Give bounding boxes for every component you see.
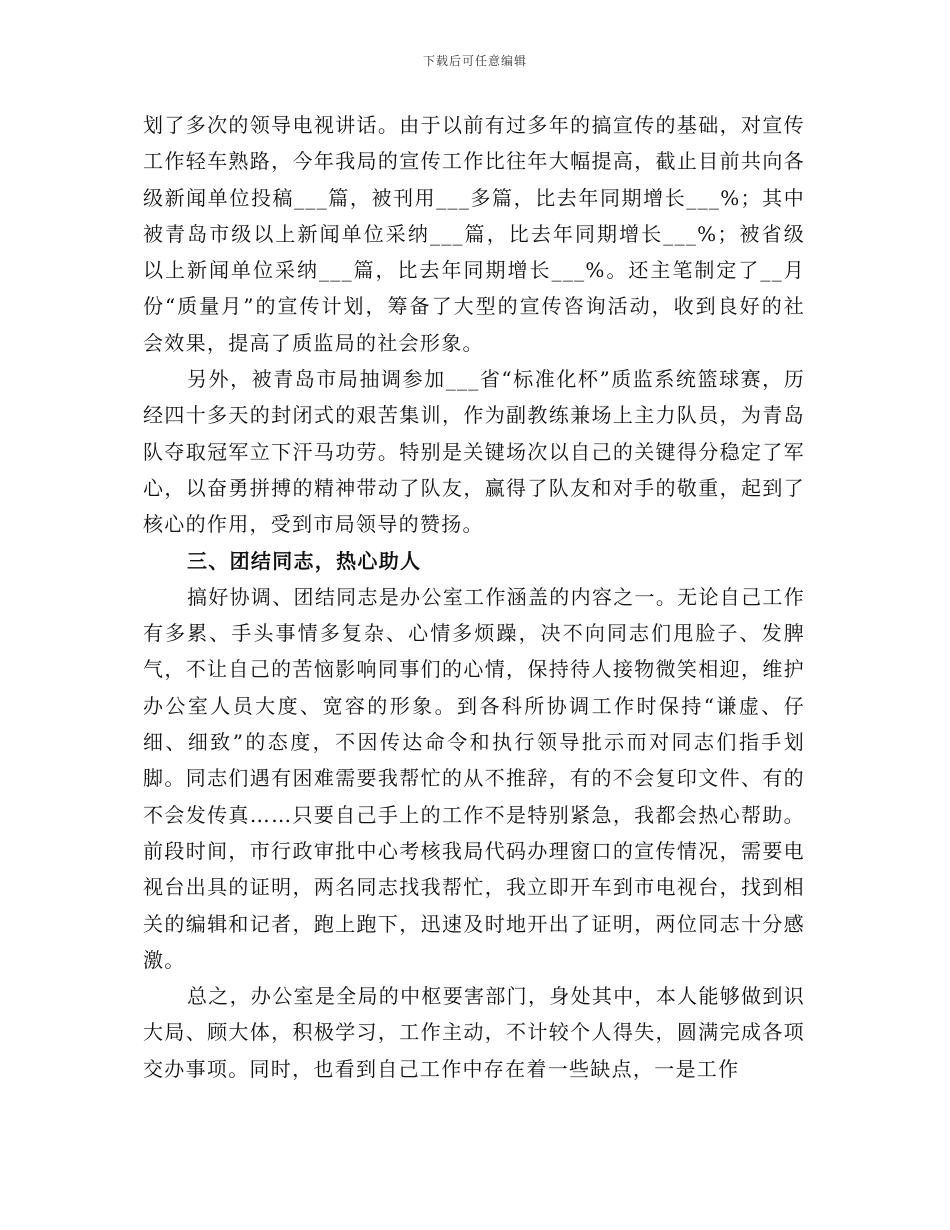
- document-body: [143, 107, 805, 1087]
- page-header-note: 下载后可任意编辑: [422, 54, 527, 68]
- paragraph-coordination: 搞好协调、团结同志是办公室工作涵盖的内容之一。无论自己工作有多累、手头事情多复杂、心情多烦躁，决不向同志们甩脸子、发脾气，不让自己的苦恼影响同事们的心情，保持待人接物微笑相迎，维护办公室人员大度、宽容的形象。到各科所协调工作时保持“谦虚、仔细、细致”的态度，不因传达命令和执行领导批示而对同志们指手划脚。同志们遇有困难需要我帮忙的从不推辞，有的不会复印文件、有的不会发传真……只要自己手上的工作不是特别紧急，我都会热心帮助。前段时间，市行政审批中心考核我局代码办理窗口的宣传情况，需要电视台出具的证明，两名同志找我帮忙，我立即开车到市电视台，找到相关的编辑和记者，跑上跑下，迅速及时地开出了证明，两位同志十分感激。: [143, 584, 805, 972]
- paragraph-summary: 总之，办公室是全局的中枢要害部门，身处其中，本人能够做到识大局、顾大体，积极学习，工作主动，不计较个人得失，圆满完成各项交办事项。同时，也看到自己工作中存在着一些缺点，一是工作: [143, 984, 805, 1081]
- section-heading-unity: 三、团结同志，热心助人: [187, 548, 422, 573]
- paragraph-publicity-work: 划了多次的领导电视讲话。由于以前有过多年的搞宣传的基础，对宣传工作轻车熟路，今年我局的宣传工作比往年大幅提高，截止目前共向各级新闻单位投稿___篇，被刊用___多篇，比去年同期增长___%；其中被青岛市级以上新闻单位采纳___篇，比去年同期增长___%；被省级以上新闻单位采纳___篇，比去年同期增长___%。还主笔制定了__月份“质量月”的宣传计划，筹备了大型的宣传咨询活动，收到良好的社会效果，提高了质监局的社会形象。: [143, 113, 805, 355]
- paragraph-basketball: 另外，被青岛市局抽调参加___省“标准化杯”质监系统篮球赛，历经四十多天的封闭式的艰苦集训，作为副教练兼场上主力队员，为青岛队夺取冠军立下汗马功劳。特别是关键场次以自己的关键得分稳定了军心，以奋勇拼搏的精神带动了队友，赢得了队友和对手的敬重，起到了核心的作用，受到市局领导的赞扬。: [143, 367, 805, 537]
